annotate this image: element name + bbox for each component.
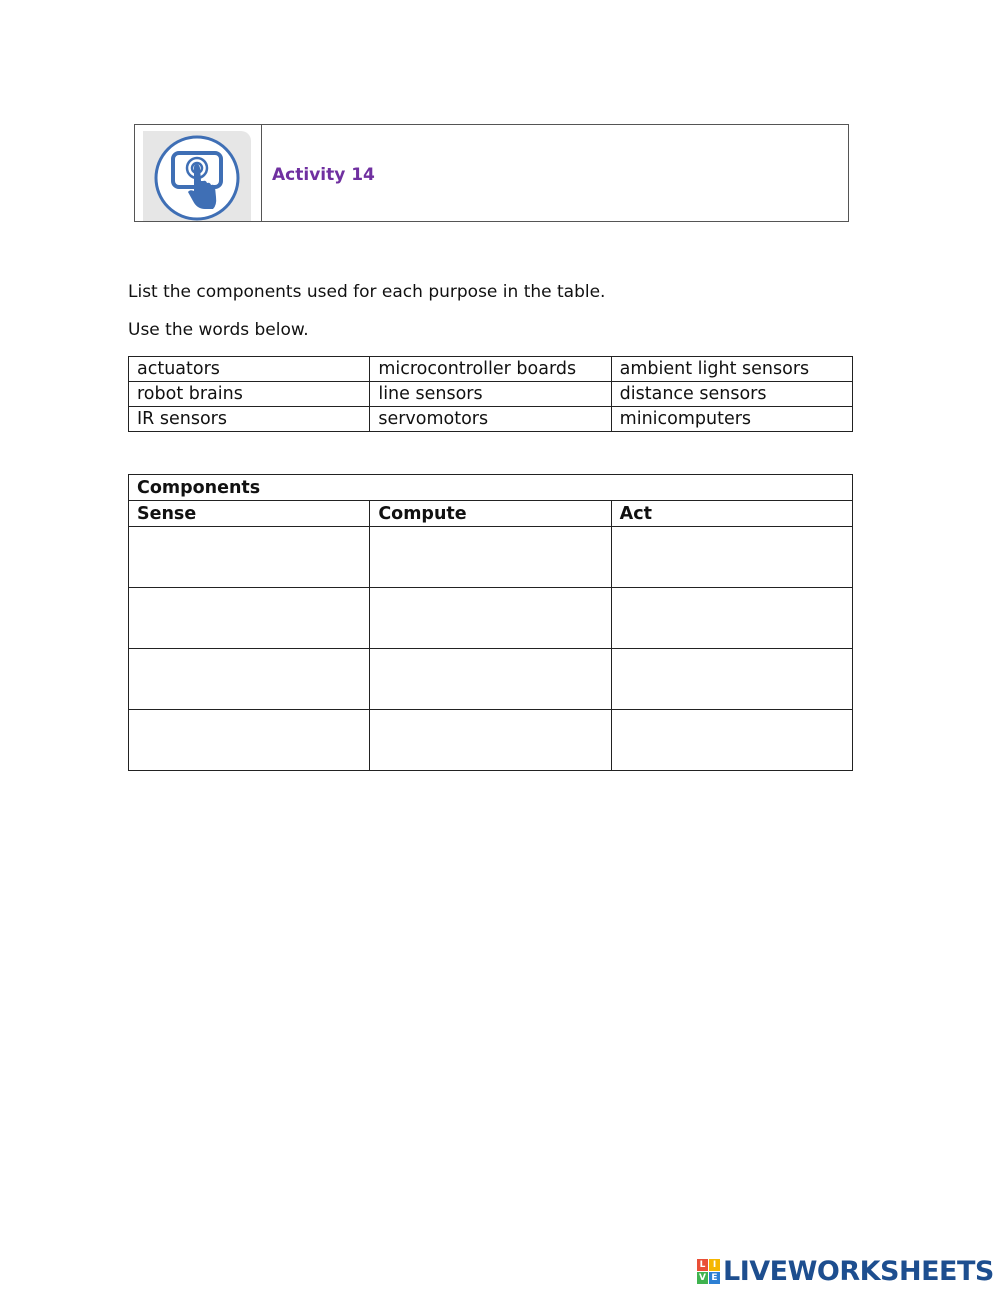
word-bank-cell[interactable]: IR sensors (129, 407, 370, 432)
word-bank-cell[interactable]: microcontroller boards (370, 357, 611, 382)
logo-mark-letter: E (709, 1272, 720, 1284)
word-bank-cell[interactable]: distance sensors (611, 382, 852, 407)
activity-header (134, 124, 849, 222)
components-title: Components (129, 475, 853, 501)
word-bank-row (129, 357, 853, 382)
logo-mark-letter: I (709, 1259, 720, 1271)
word-bank-cell[interactable]: minicomputers (611, 407, 852, 432)
components-title-row (129, 475, 853, 501)
answer-row (129, 710, 853, 771)
act-answer-cell[interactable] (611, 649, 852, 710)
activity-icon-background (143, 131, 251, 221)
components-table (128, 474, 853, 771)
activity-title: Activity 14 (272, 165, 375, 185)
compute-answer-cell[interactable] (370, 527, 611, 588)
logo-mark-icon (697, 1259, 720, 1284)
act-answer-cell[interactable] (611, 527, 852, 588)
activity-icon-cell (135, 125, 262, 221)
logo-mark-letter: L (697, 1259, 708, 1271)
sense-answer-cell[interactable] (129, 710, 370, 771)
logo-text: LIVEWORKSHEETS (723, 1256, 994, 1287)
word-bank-cell[interactable]: actuators (129, 357, 370, 382)
word-bank-cell[interactable]: ambient light sensors (611, 357, 852, 382)
answer-row (129, 527, 853, 588)
word-bank-row (129, 407, 853, 432)
word-bank-cell[interactable]: line sensors (370, 382, 611, 407)
word-bank-cell[interactable]: robot brains (129, 382, 370, 407)
act-answer-cell[interactable] (611, 588, 852, 649)
sense-answer-cell[interactable] (129, 588, 370, 649)
header-sense: Sense (129, 501, 370, 527)
sense-answer-cell[interactable] (129, 527, 370, 588)
instruction-line-2: Use the words below. (128, 320, 309, 340)
instruction-line-1: List the components used for each purpose in the table. (128, 282, 606, 302)
word-bank-table (128, 356, 853, 432)
logo-mark-letter: V (697, 1272, 708, 1284)
header-act: Act (611, 501, 852, 527)
header-compute: Compute (370, 501, 611, 527)
word-bank-row (129, 382, 853, 407)
act-answer-cell[interactable] (611, 710, 852, 771)
liveworksheets-logo[interactable] (697, 1256, 994, 1287)
touch-screen-icon (153, 135, 241, 221)
word-bank-cell[interactable]: servomotors (370, 407, 611, 432)
compute-answer-cell[interactable] (370, 649, 611, 710)
answer-row (129, 649, 853, 710)
components-header-row (129, 501, 853, 527)
sense-answer-cell[interactable] (129, 649, 370, 710)
answer-row (129, 588, 853, 649)
compute-answer-cell[interactable] (370, 588, 611, 649)
compute-answer-cell[interactable] (370, 710, 611, 771)
